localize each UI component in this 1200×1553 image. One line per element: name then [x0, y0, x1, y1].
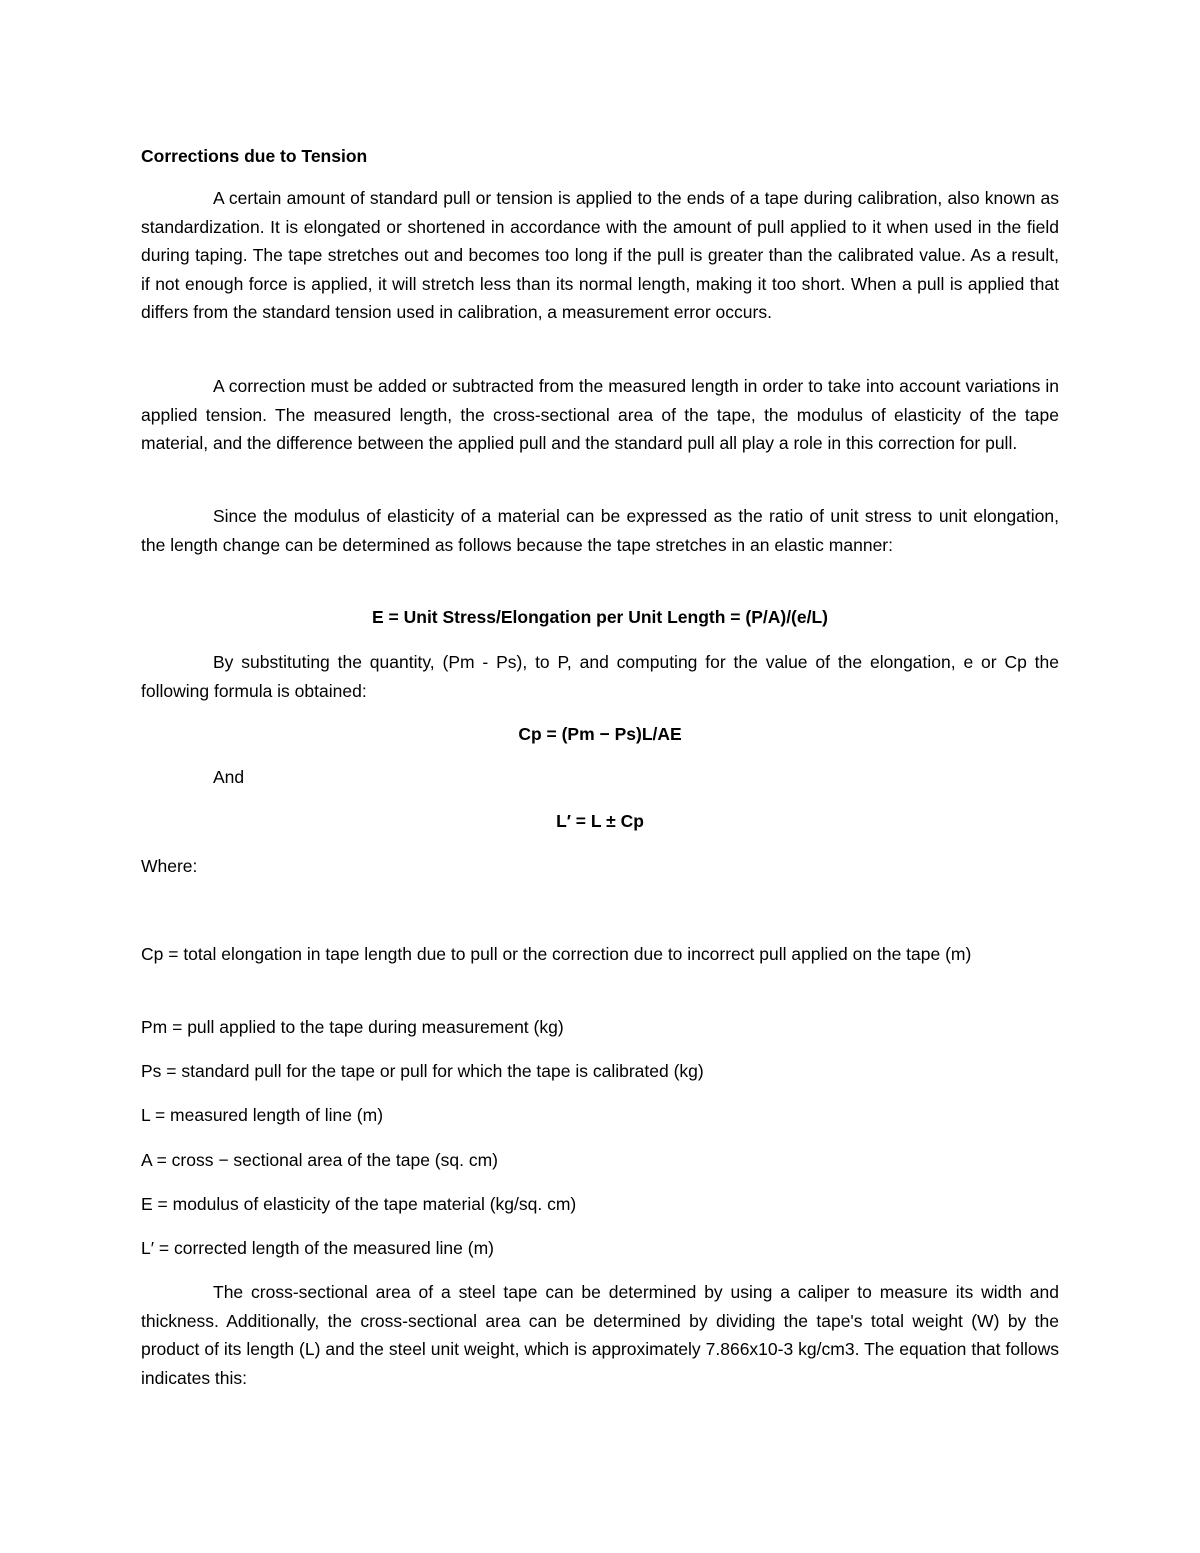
definition-e: E = modulus of elasticity of the tape material (kg/sq. cm): [141, 1194, 577, 1214]
definition-cp: Cp = total elongation in tape length due to pull or the correction due to incorrect pull applied on the tape (m): [141, 944, 972, 964]
definition-ps: Ps = standard pull for the tape or pull for which the tape is calibrated (kg): [141, 1061, 704, 1081]
equation-modulus: E = Unit Stress/Elongation per Unit Length = (P/A)/(e/L): [372, 607, 828, 627]
equation-correction: Cp = (Pm − Ps)L/AE: [518, 724, 682, 744]
paragraph-substitution: By substituting the quantity, (Pm - Ps), to P, and computing for the value of the elongation, e or Cp the following formula is obtained:: [141, 652, 1059, 701]
equation-corrected-length: L′ = L ± Cp: [556, 811, 644, 831]
definition-a: A = cross − sectional area of the tape (sq. cm): [141, 1150, 498, 1170]
paragraph-closing: The cross-sectional area of a steel tape can be determined by using a caliper to measure its width and thickness. Additionally, the cross-sectional area can be determined by dividing the tape's total weight (W) by the product of its length (L) and the steel unit weight, which is approximately 7.866x10-3 kg/cm3. The equation that follows indicates this:: [141, 1282, 1059, 1388]
paragraph-elasticity: Since the modulus of elasticity of a material can be expressed as the ratio of unit stress to unit elongation, the length change can be determined as follows because the tape stretches in an elastic manner:: [141, 506, 1059, 555]
paragraph-intro: A certain amount of standard pull or tension is applied to the ends of a tape during calibration, also known as standardization. It is elongated or shortened in accordance with the amount of pull applied to it when used in the field during taping. The tape stretches out and becomes too long if the pull is greater than the calibrated value. As a result, if not enough force is applied, it will stretch less than its normal length, making it too short. When a pull is applied that differs from the standard tension used in calibration, a measurement error occurs.: [141, 188, 1059, 322]
section-heading: Corrections due to Tension: [141, 146, 368, 166]
definition-l: L = measured length of line (m): [141, 1105, 384, 1125]
definition-l-prime: L′ = corrected length of the measured line (m): [141, 1238, 494, 1258]
and-label: And: [213, 767, 245, 787]
paragraph-correction: A correction must be added or subtracted from the measured length in order to take into account variations in applied tension. The measured length, the cross-sectional area of the tape, the modulus of elasticity of the tape material, and the difference between the applied pull and the standard pull all play a role in this correction for pull.: [141, 376, 1059, 453]
where-label: Where:: [141, 856, 198, 876]
definition-pm: Pm = pull applied to the tape during measurement (kg): [141, 1017, 564, 1037]
